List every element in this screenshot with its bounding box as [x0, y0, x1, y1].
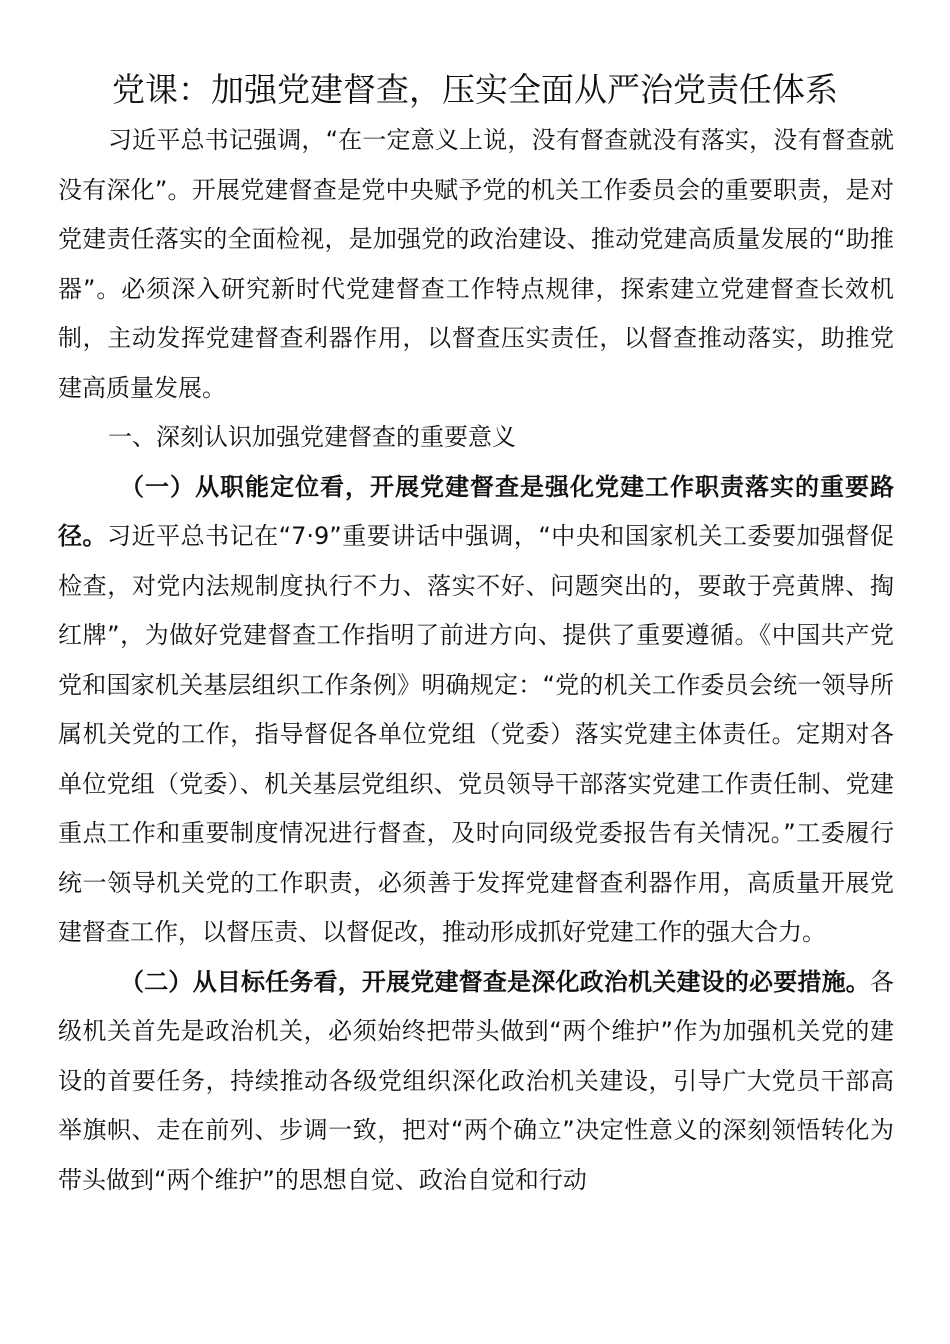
- paragraph-2-body: 各级机关首先是政治机关，必须始终把带头做到“两个维护”作为加强机关党的建设的首要任务，持续推动各级党组织深化政治机关建设，引导广大党员干部高举旗帜、走在前列、步调一致，把对“两个确立”决定性意义的深刻领悟转化为带头做到“两个维护”的思想自觉、政治自觉和行动: [58, 967, 894, 1194]
- paragraph-2: [58, 958, 894, 1206]
- paragraph-1-lead: （一）从职能定位看，开展党建督查是强化党建工作职责落实的重要路径。: [58, 472, 894, 550]
- document-body: [58, 116, 894, 1205]
- paragraph-2-lead: （二）从目标任务看，开展党建督查是深化政治机关建设的必要措施。: [120, 967, 870, 996]
- section-heading: 一、深刻认识加强党建督查的重要意义: [108, 423, 516, 451]
- paragraph-1: [58, 463, 894, 958]
- paragraph-1-body: 习近平总书记在“7·9”重要讲话中强调，“中央和国家机关工委要加强督促检查，对党内法规制度执行不力、落实不好、问题突出的，要敢于亮黄牌、掏红牌”，为做好党建督查工作指明了前进方向、提供了重要遵循。《中国共产党党和国家机关基层组织工作条例》明确规定：“党的机关工作委员会统一领导所属机关党的工作，指导督促各单位党组（党委）落实党建主体责任。定期对各单位党组（党委）、机关基层党组织、党员领导干部落实党建工作责任制、党建重点工作和重要制度情况进行督查，及时向同级党委报告有关情况。”工委履行统一领导机关党的工作职责，必须善于发挥党建督查利器作用，高质量开展党建督查工作，以督压责、以督促改，推动形成抓好党建工作的强大合力。: [58, 522, 895, 946]
- document-title: 党课：加强党建督查，压实全面从严治党责任体系: [112, 70, 838, 109]
- intro-paragraph: 习近平总书记强调，“在一定意义上说，没有督查就没有落实，没有督查就没有深化”。开展党建督查是党中央赋予党的机关工作委员会的重要职责，是对党建责任落实的全面检视，是加强党的政治建设、推动党建高质量发展的“助推器”。必须深入研究新时代党建督查工作特点规律，探索建立党建督查长效机制，主动发挥党建督查利器作用，以督查压实责任，以督查推动落实，助推党建高质量发展。: [58, 126, 894, 402]
